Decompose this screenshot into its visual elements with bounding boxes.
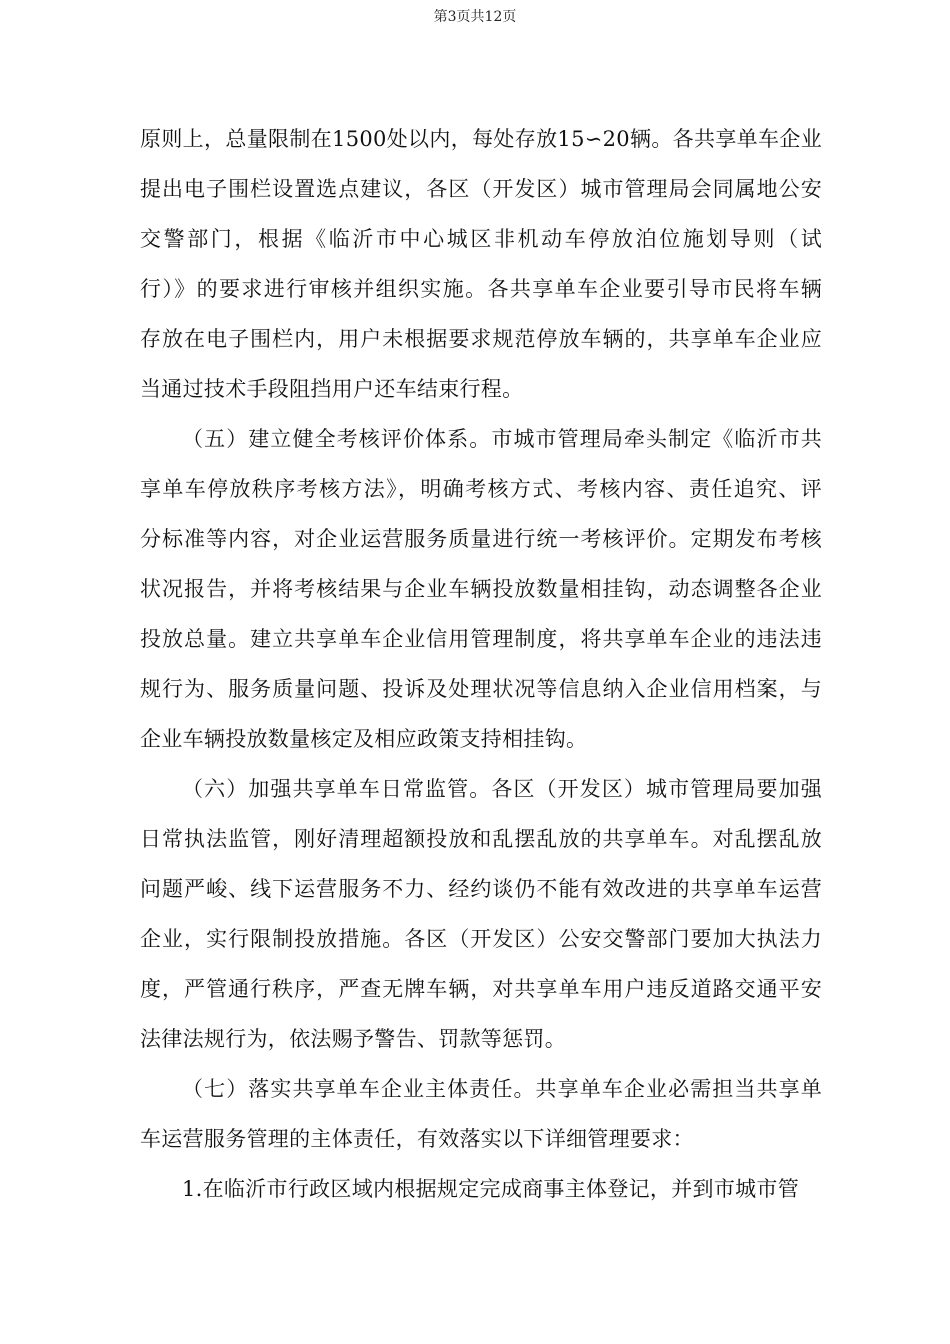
text-line: 投放总量。建立共享单车企业信用管理制度，将共享单车企业的违法违	[140, 627, 822, 651]
paragraph-2	[140, 414, 822, 764]
text-line: （六）加强共享单车日常监管。各区（开发区）城市管理局要加强	[182, 777, 822, 801]
text-line: 提出电子围栏设置选点建议，各区（开发区）城市管理局会同属地公安	[140, 177, 822, 201]
text-line: （五）建立健全考核评价体系。市城市管理局牵头制定《临沂市共	[182, 427, 822, 451]
paragraph-4	[140, 1064, 822, 1164]
text-line: 交警部门，根据《临沂市中心城区非机动车停放泊位施划导则（试	[140, 227, 822, 251]
text-line: 度，严管通行秩序，严查无牌车辆，对共享单车用户违反道路交通平安	[140, 977, 822, 1001]
text-line: 1.在临沂市行政区域内根据规定完成商事主体登记，并到市城市管	[182, 1177, 800, 1201]
page-number-header: 第3页共12页	[433, 9, 517, 25]
text-line: 日常执法监管，刚好清理超额投放和乱摆乱放的共享单车。对乱摆乱放	[140, 827, 822, 851]
text-line: 分标准等内容，对企业运营服务质量进行统一考核评价。定期发布考核	[140, 527, 822, 551]
text-line: 企业车辆投放数量核定及相应政策支持相挂钩。	[140, 727, 588, 751]
text-line: 原则上，总量限制在1500处以内，每处存放15∽20辆。各共享单车企业	[140, 127, 822, 151]
text-line: 存放在电子围栏内，用户未根据要求规范停放车辆的，共享单车企业应	[140, 327, 822, 351]
text-line: （七）落实共享单车企业主体责任。共享单车企业必需担当共享单	[182, 1077, 822, 1101]
text-line: 企业，实行限制投放措施。各区（开发区）公安交警部门要加大执法力	[140, 927, 822, 951]
text-line: 状况报告，并将考核结果与企业车辆投放数量相挂钩，动态调整各企业	[140, 577, 822, 601]
text-line: 车运营服务管理的主体责任，有效落实以下详细管理要求：	[140, 1127, 694, 1151]
document-body	[140, 114, 822, 1214]
text-line: 行）》的要求进行审核并组织实施。各共享单车企业要引导市民将车辆	[140, 277, 822, 301]
paragraph-1	[140, 114, 822, 414]
text-line: 规行为、服务质量问题、投诉及处理状况等信息纳入企业信用档案，与	[140, 677, 822, 701]
text-line: 问题严峻、线下运营服务不力、经约谈仍不能有效改进的共享单车运营	[140, 877, 822, 901]
text-line: 当通过技术手段阻挡用户还车结束行程。	[140, 377, 524, 401]
paragraph-5	[140, 1164, 822, 1214]
paragraph-3	[140, 764, 822, 1064]
text-line: 法律法规行为，依法赐予警告、罚款等惩罚。	[140, 1027, 566, 1051]
text-line: 享单车停放秩序考核方法》，明确考核方式、考核内容、责任追究、评	[140, 477, 822, 501]
